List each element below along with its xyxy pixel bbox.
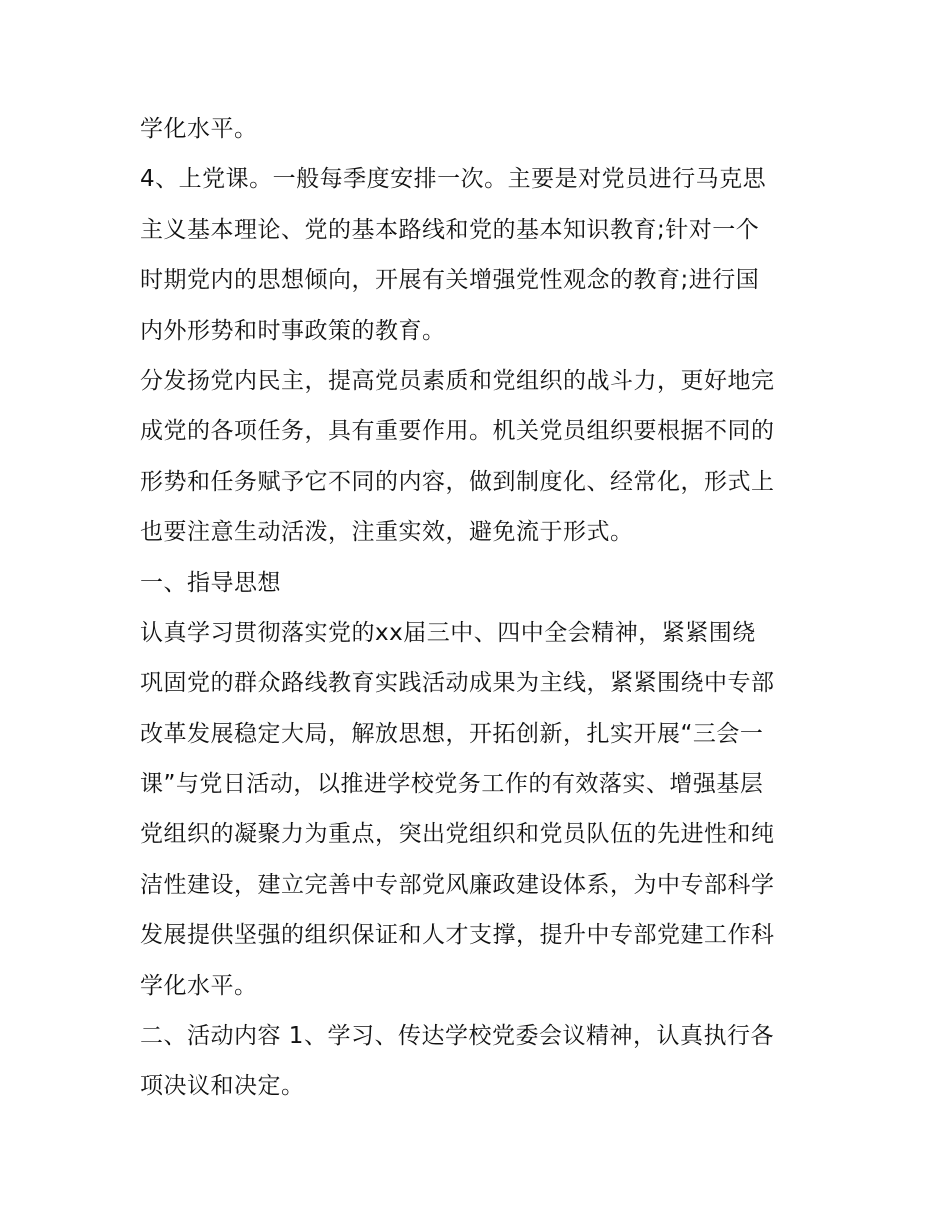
text-line: 4、上党课。一般每季度安排一次。主要是对党员进行马克思 (140, 166, 767, 193)
document-body (140, 104, 812, 1112)
text-line: 分发扬党内民主，提高党员素质和党组织的战斗力，更好地完 (140, 367, 775, 394)
text-line: 形势和任务赋予它不同的内容，做到制度化、经常化，形式上 (140, 468, 775, 495)
text-line: 学化水平。 (140, 116, 258, 142)
text-line: 项决议和决定。 (140, 1073, 305, 1100)
text-line: 改革发展稳定大局，解放思想，开拓创新，扎实开展“三会一 (140, 720, 764, 747)
text-line: 课”与党日活动，以推进学校党务工作的有效落实、增强基层 (140, 771, 764, 798)
text-line: 学化水平。 (140, 972, 258, 999)
text-line: 认真学习贯彻落实党的xx届三中、四中全会精神，紧紧围绕 (140, 619, 756, 646)
section-heading: 二、活动内容 1、学习、传达学校党委会议精神，认真执行各 (140, 1023, 774, 1050)
text-line: 时期党内的思想倾向，开展有关增强党性观念的教育;进行国 (140, 267, 760, 294)
text-line: 发展提供坚强的组织保证和人才支撑，提升中专部党建工作科 (140, 922, 775, 949)
section-heading: 一、指导思想 (140, 569, 281, 596)
text-line: 巩固党的群众路线教育实践活动成果为主线，紧紧围绕中专部 (140, 670, 775, 697)
text-line: 内外形势和时事政策的教育。 (140, 317, 446, 344)
text-line: 洁性建设，建立完善中专部党风廉政建设体系，为中专部科学 (140, 871, 775, 898)
text-line: 成党的各项任务，具有重要作用。机关党员组织要根据不同的 (140, 418, 775, 445)
text-line: 党组织的凝聚力为重点，突出党组织和党员队伍的先进性和纯 (140, 821, 775, 848)
text-line: 主义基本理论、党的基本路线和党的基本知识教育;针对一个 (140, 216, 760, 243)
text-line: 也要注意生动活泼，注重实效，避免流于形式。 (140, 519, 634, 546)
